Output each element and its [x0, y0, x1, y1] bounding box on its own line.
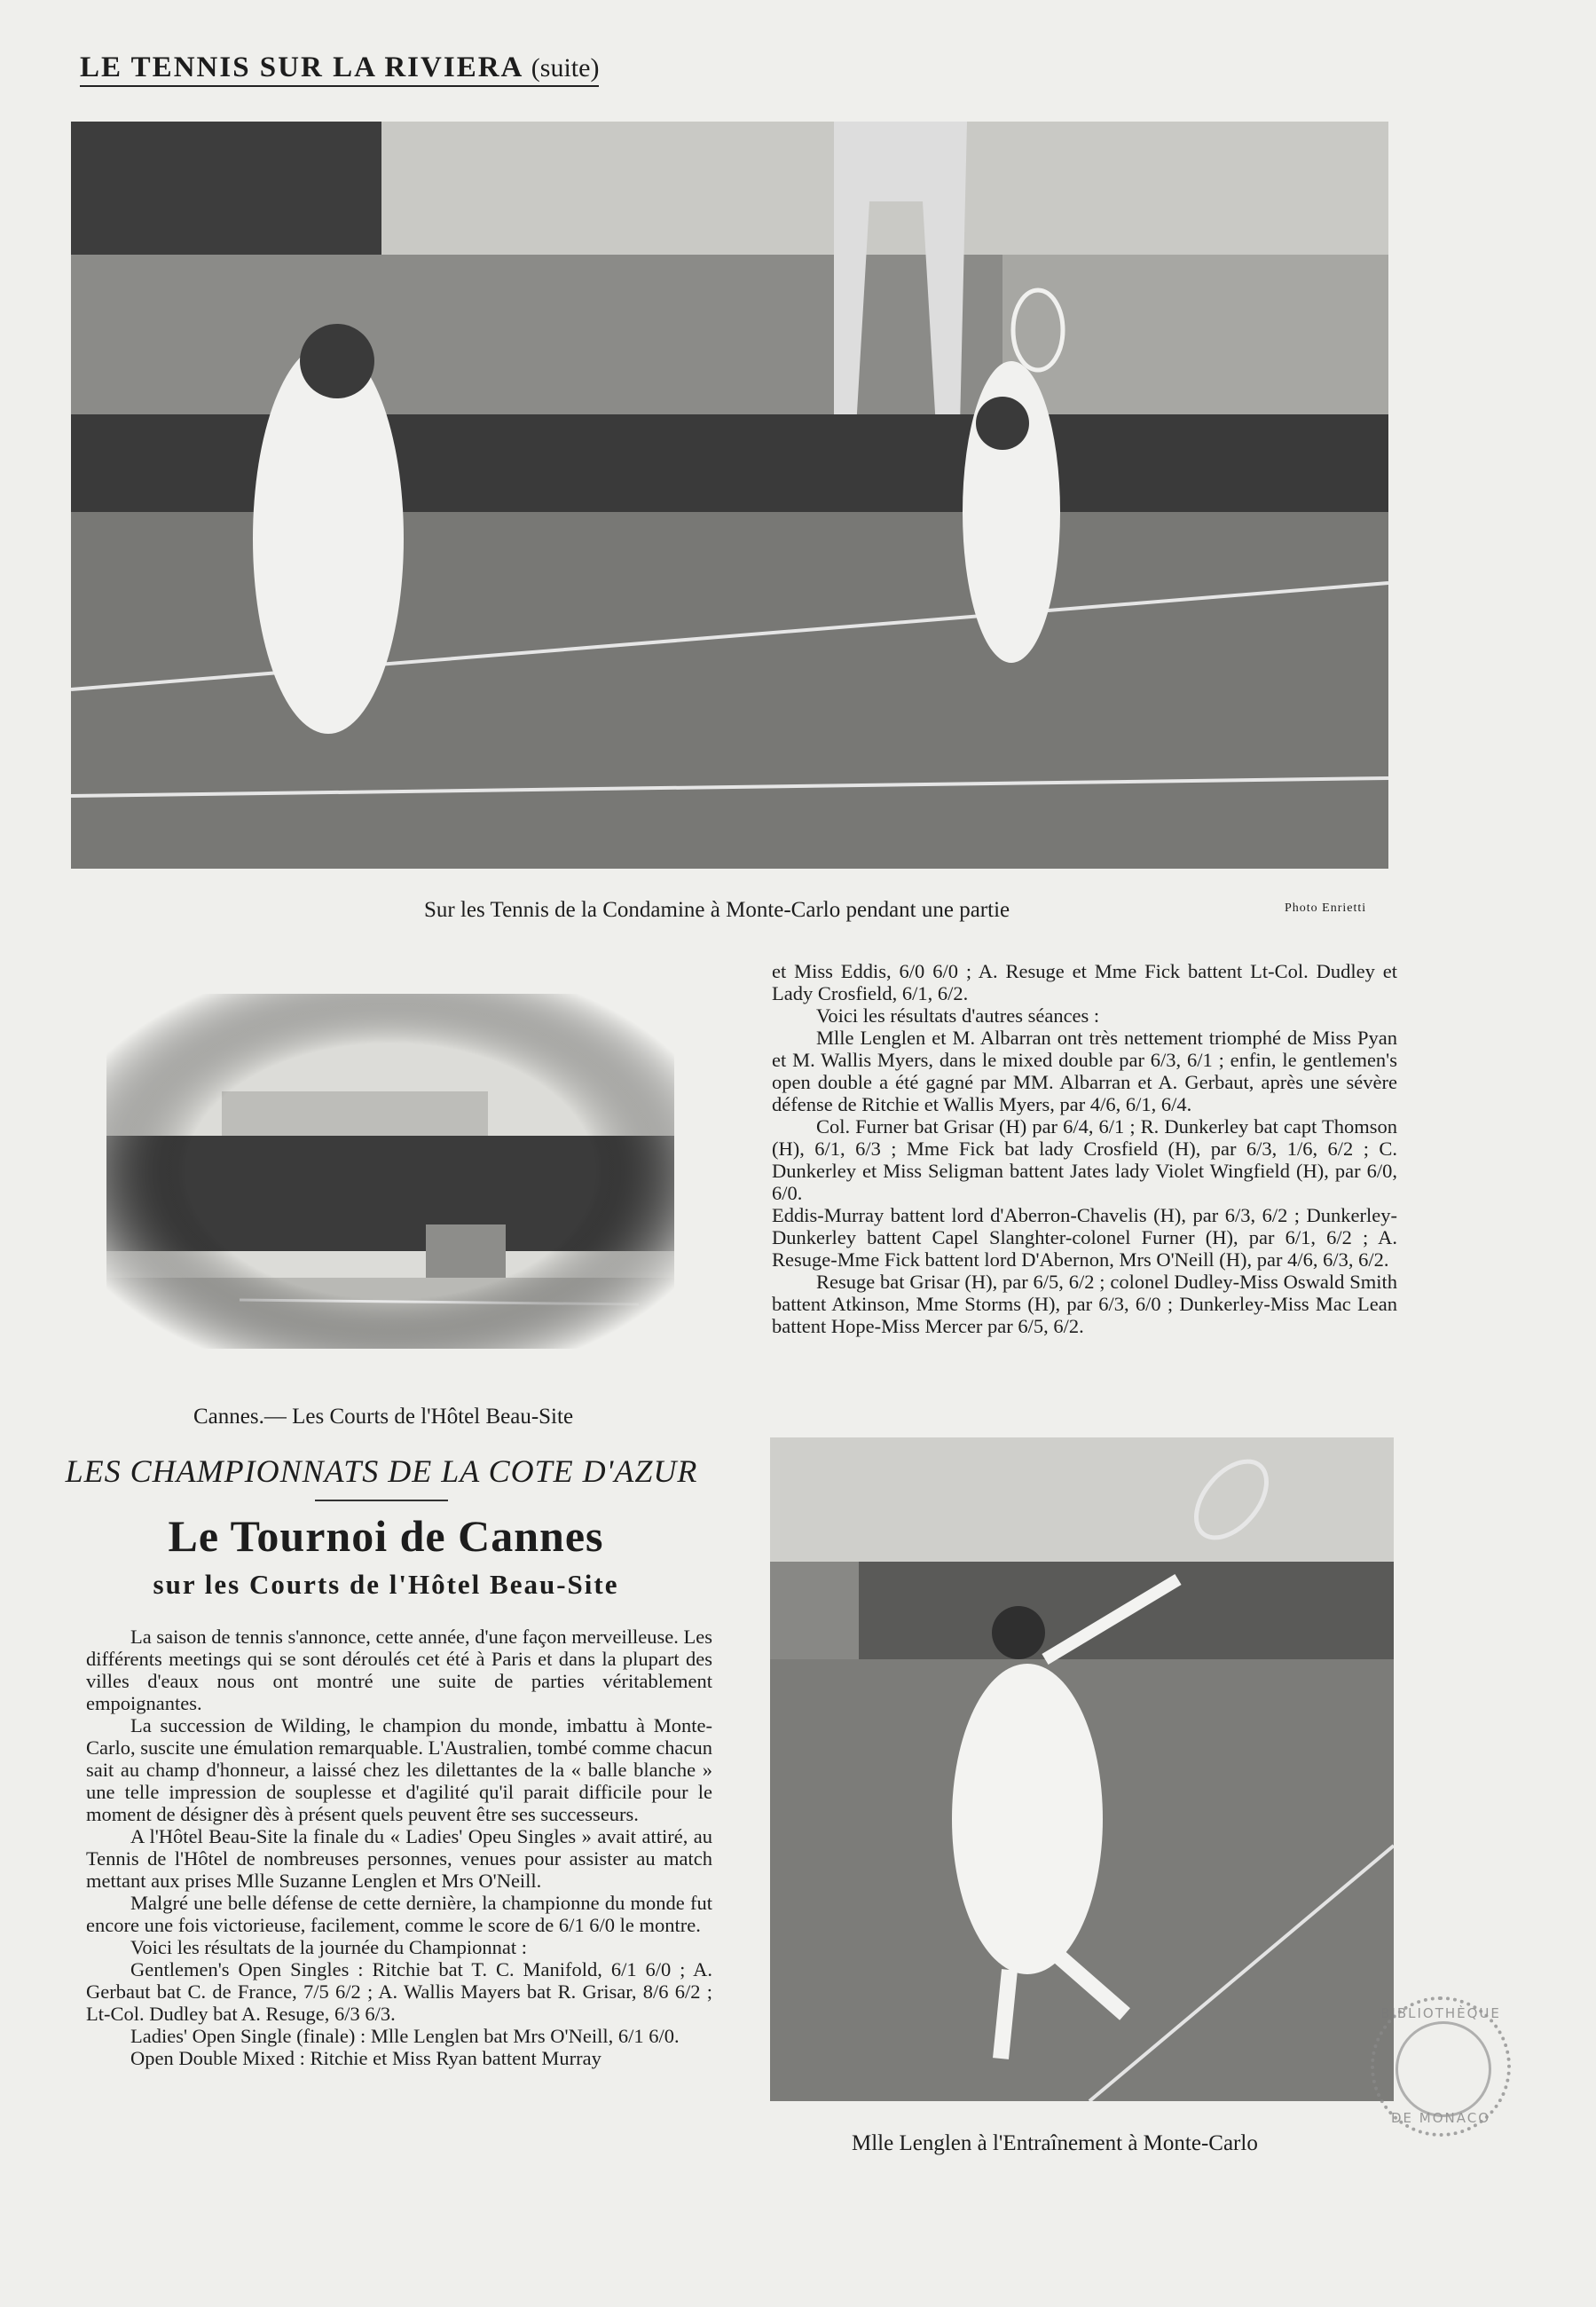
paragraph: Mlle Lenglen et M. Albarran ont très nettement triomphé de Miss Pyan et M. Wallis Myers, dans le mixed double par 6/3, 6/1 ; enfin, le gentlemen's open double a été gagné par MM. Albarran et A. Gerbaut, après une sévère défense de Ritchie et Wallis Myers, par 4/6, 6/1, 6/4.	[772, 1027, 1397, 1115]
running-head	[80, 51, 599, 87]
stamp-text-top: BIBLIOTHÈQUE	[1380, 2005, 1501, 2021]
cannes-photo-caption: Cannes.— Les Courts de l'Hôtel Beau-Site	[193, 1405, 574, 1429]
section-title: LES CHAMPIONNATS DE LA COTE D'AZUR	[65, 1453, 698, 1489]
library-stamp	[1371, 1996, 1511, 2137]
paragraph: Ladies' Open Single (finale) : Mlle Lenglen bat Mrs O'Neill, 6/1 6/0.	[130, 2025, 680, 2047]
paragraph: et Miss Eddis, 6/0 6/0 ; A. Resuge et Mme Fick battent Lt-Col. Dudley et Lady Crosfield, 6/1, 6/2.	[772, 960, 1397, 1004]
section-rule	[315, 1500, 448, 1501]
article-title: Le Tournoi de Cannes	[168, 1511, 604, 1561]
article-right-column	[772, 960, 1397, 1337]
paragraph: Voici les résultats d'autres séances :	[816, 1004, 1100, 1027]
paragraph: Eddis-Murray battent lord d'Aberron-Chavelis (H), par 6/3, 6/2 ; Dunkerley-Dunkerley battent Capel Slanghter-colonel Furner (H), par 6/1, 6/2 ; A. Resuge-Mme Fick battent lord D'Abernon, Mrs O'Neill (H), par 4/6, 6/3, 6/2.	[772, 1204, 1397, 1271]
paragraph: La saison de tennis s'annonce, cette année, d'une façon merveilleuse. Les différents meetings qui se sont déroulés cet été à Paris et dans la plupart des villes d'eaux nous ont montré une suite de parties véritablement empoignantes.	[86, 1626, 712, 1714]
top-photo-illustration	[71, 122, 1388, 869]
cannes-photo-illustration	[106, 994, 674, 1349]
running-head-suffix: (suite)	[531, 53, 600, 83]
top-photo-caption: Sur les Tennis de la Condamine à Monte-Carlo pendant une partie	[424, 898, 1010, 922]
running-head-title: LE TENNIS SUR LA RIVIERA	[80, 51, 523, 83]
paragraph: Voici les résultats de la journée du Championnat :	[130, 1936, 527, 1958]
paragraph: Col. Furner bat Grisar (H) par 6/4, 6/1 ; R. Dunkerley bat capt Thomson (H), 6/1, 6/3 ; Mme Fick bat lady Crosfield (H), par 6/3, 1/6, 6/2 ; C. Dunkerley et Miss Seligman battent Jates lady Violet Wingfield (H), par 6/0, 6/0.	[772, 1115, 1397, 1204]
paragraph: Malgré une belle défense de cette dernière, la championne du monde fut encore une fois victorieuse, facilement, comme le score de 6/1 6/0 le montre.	[86, 1892, 712, 1936]
top-photo-credit: Photo Enrietti	[1285, 902, 1367, 915]
lenglen-photo	[770, 1437, 1394, 2101]
stamp-inner-ring	[1396, 2021, 1491, 2117]
lenglen-photo-caption: Mlle Lenglen à l'Entraînement à Monte-Carlo	[852, 2131, 1258, 2155]
paragraph: Gentlemen's Open Singles : Ritchie bat T. C. Manifold, 6/1 6/0 ; A. Gerbaut bat C. de France, 7/5 6/2 ; A. Wallis Mayers bat R. Grisar, 8/6 6/2 ; Lt-Col. Dudley bat A. Resuge, 6/3 6/3.	[86, 1958, 712, 2025]
top-photo	[71, 122, 1388, 869]
paragraph: La succession de Wilding, le champion du monde, imbattu à Monte-Carlo, suscite une émulation remarquable. L'Australien, tombé comme chacun sait au champ d'honneur, a laissé chez les dilettantes de la « balle blanche » une telle impression de souplesse et d'agilité qu'il parait difficile pour le moment de désigner dès à présent quels peuvent être ses successeurs.	[86, 1714, 712, 1825]
paragraph: A l'Hôtel Beau-Site la finale du « Ladies' Opeu Singles » avait attiré, au Tennis de l'Hôtel de nombreuses personnes, venues pour assister au match mettant aux prises Mlle Suzanne Lenglen et Mrs O'Neill.	[86, 1825, 712, 1892]
stamp-text-bottom: DE MONACO	[1390, 2110, 1491, 2126]
article-left-column	[86, 1626, 712, 2069]
paragraph: Resuge bat Grisar (H), par 6/5, 6/2 ; colonel Dudley-Miss Oswald Smith battent Atkinson, Mme Storms (H), par 6/3, 6/0 ; Dunkerley-Miss Mac Lean battent Hope-Miss Mercer par 6/5, 6/2.	[772, 1271, 1397, 1337]
paragraph: Open Double Mixed : Ritchie et Miss Ryan battent Murray	[130, 2047, 601, 2069]
article-subtitle: sur les Courts de l'Hôtel Beau-Site	[153, 1569, 619, 1600]
lenglen-photo-illustration	[770, 1437, 1394, 2101]
cannes-photo	[106, 994, 674, 1349]
